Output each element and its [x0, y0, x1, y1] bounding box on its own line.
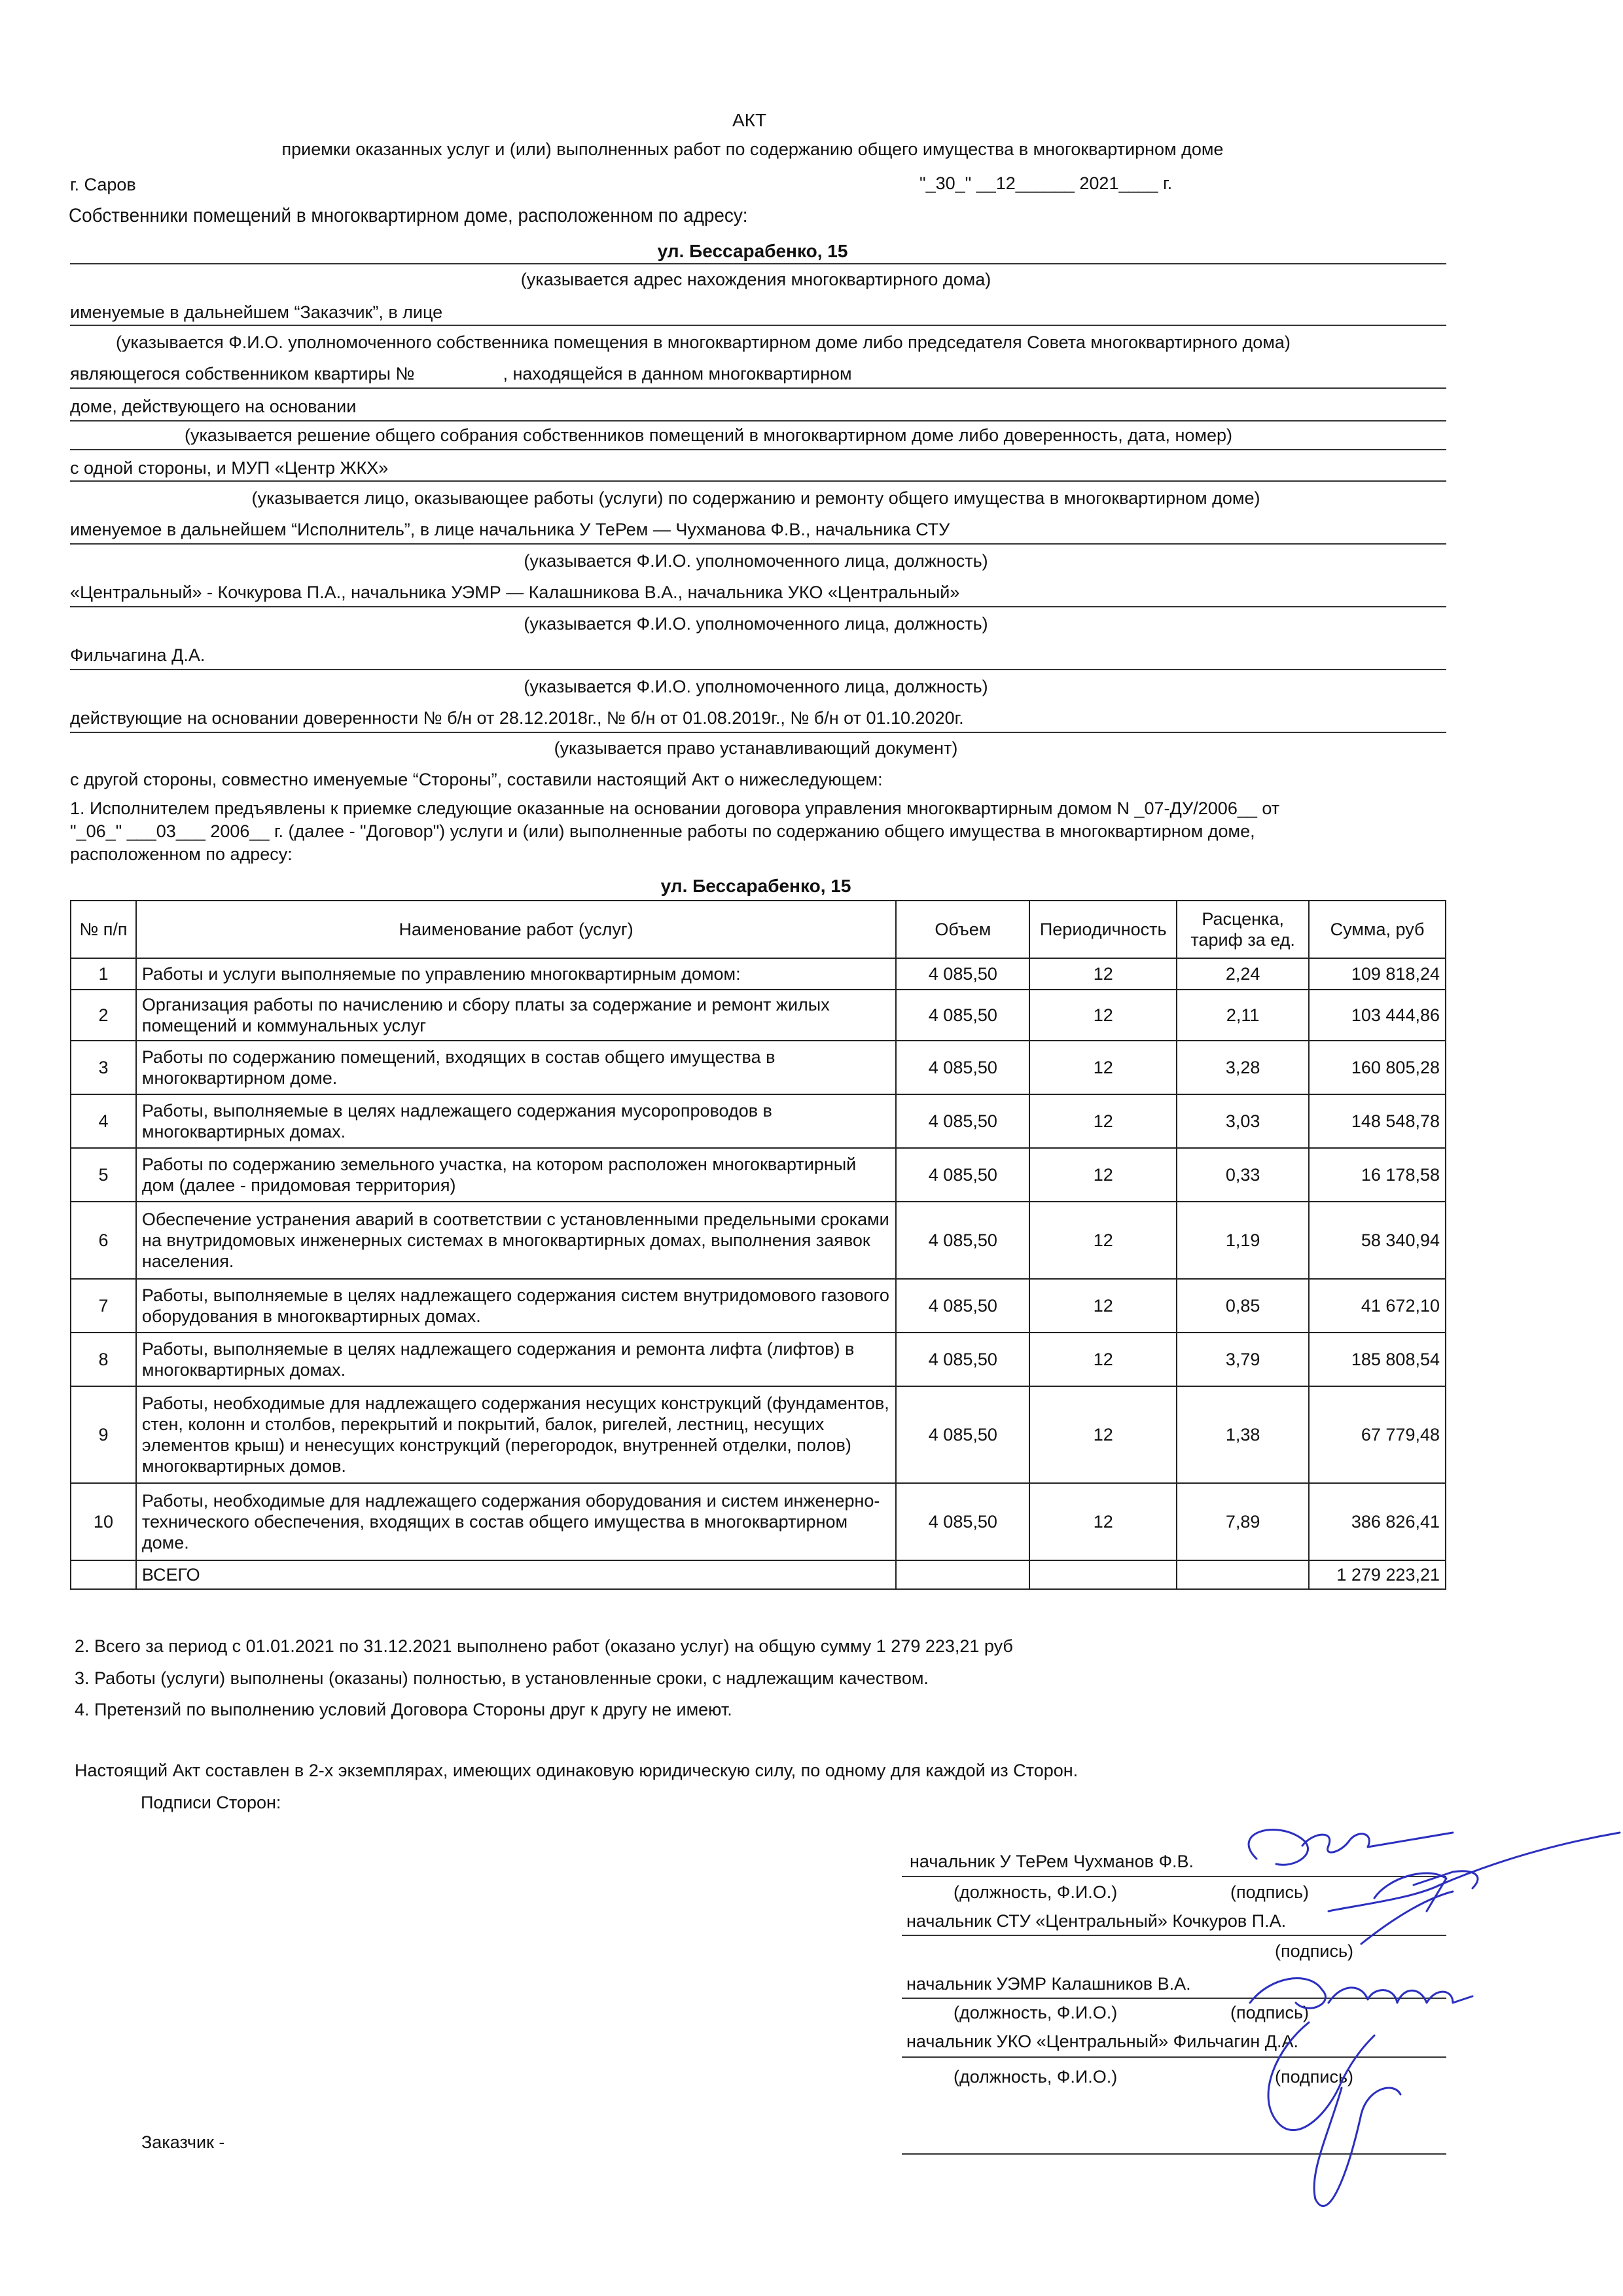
p1-line3: расположенном по адресу: — [70, 844, 293, 864]
row-number: 6 — [71, 1202, 136, 1279]
underline — [70, 387, 1446, 389]
table-header-row — [71, 901, 1446, 958]
row-work-name: Работы и услуги выполняемые по управлению многоквартирным домом: — [136, 958, 897, 990]
row-rate: 0,85 — [1177, 1279, 1309, 1333]
works-table — [70, 900, 1446, 1590]
city: г. Саров — [70, 175, 136, 194]
row-number: 3 — [71, 1041, 136, 1094]
table-row — [71, 1202, 1446, 1279]
row-rate: 0,33 — [1177, 1148, 1309, 1202]
customer-hint: (указывается Ф.И.О. уполномоченного собственника помещения в многоквартирном доме либо председателя Совета многоквартирного дома) — [116, 332, 1291, 352]
contractor-hint: (указывается лицо, оказывающее работы (услуги) по содержанию и ремонту общего имущества в многоквартирном доме) — [251, 488, 1260, 508]
row-volume: 4 085,50 — [896, 1202, 1029, 1279]
total-empty-cell — [1177, 1560, 1309, 1589]
owner-apartment: являющегося собственником квартиры № , находящейся в данном многоквартирном — [70, 364, 852, 384]
row-work-name: Работы, необходимые для надлежащего содержания оборудования и систем инженерно-технического обеспечения, входящих в состав общего имущества в многоквартирном доме. — [136, 1483, 897, 1560]
row-number: 9 — [71, 1386, 136, 1483]
underline — [70, 420, 1446, 422]
table-row — [71, 990, 1446, 1041]
underline — [70, 669, 1446, 670]
row-number: 10 — [71, 1483, 136, 1560]
row-volume: 4 085,50 — [896, 1148, 1029, 1202]
row-work-name: Организация работы по начислению и сбору платы за содержание и ремонт жилых помещений и коммунальных услуг — [136, 990, 897, 1041]
signer-4-hint-position: (должность, Ф.И.О.) — [954, 2067, 1118, 2087]
power-of-attorney: действующие на основании доверенности № б/н от 28.12.2018г., № б/н от 01.08.2019г., № б/н от 01.10.2020г. — [70, 708, 964, 728]
row-sum: 185 808,54 — [1309, 1333, 1446, 1386]
row-rate: 1,38 — [1177, 1386, 1309, 1483]
row-rate: 7,89 — [1177, 1483, 1309, 1560]
row-rate: 2,11 — [1177, 990, 1309, 1041]
signer-1-hint-position: (должность, Ф.И.О.) — [954, 1882, 1118, 1902]
row-rate: 3,28 — [1177, 1041, 1309, 1094]
table-row — [71, 1148, 1446, 1202]
table-total-row — [71, 1560, 1446, 1589]
person-hint-1: (указывается Ф.И.О. уполномоченного лица, должность) — [524, 551, 988, 571]
total-sum: 1 279 223,21 — [1309, 1560, 1446, 1589]
row-volume: 4 085,50 — [896, 1483, 1029, 1560]
row-number: 4 — [71, 1094, 136, 1148]
row-number: 7 — [71, 1279, 136, 1333]
table-address: ул. Бессарабенко, 15 — [660, 876, 851, 896]
row-rate: 3,03 — [1177, 1094, 1309, 1148]
col-header-rate: Расценка, тариф за ед. — [1177, 901, 1309, 958]
row-period: 12 — [1029, 1202, 1177, 1279]
row-period: 12 — [1029, 958, 1177, 990]
table-row — [71, 1279, 1446, 1333]
total-empty-cell — [71, 1560, 136, 1589]
underline — [70, 480, 1446, 482]
row-sum: 58 340,94 — [1309, 1202, 1446, 1279]
row-sum: 103 444,86 — [1309, 990, 1446, 1041]
row-volume: 4 085,50 — [896, 1386, 1029, 1483]
row-number: 2 — [71, 990, 136, 1041]
executor-line-3: Фильчагина Д.А. — [70, 645, 205, 665]
row-number: 8 — [71, 1333, 136, 1386]
row-work-name: Работы, выполняемые в целях надлежащего содержания и ремонта лифта (лифтов) в многоквартирных домах. — [136, 1333, 897, 1386]
row-work-name: Обеспечение устранения аварий в соответствии с установленными предельными сроками на внутридомовых инженерных системах в многоквартирных домах, выполнения заявок населения. — [136, 1202, 897, 1279]
row-work-name: Работы, выполняемые в целях надлежащего содержания систем внутридомового газового оборудования в многоквартирных домах. — [136, 1279, 897, 1333]
row-volume: 4 085,50 — [896, 1041, 1029, 1094]
signer-1-hint-signature: (подпись) — [1230, 1882, 1310, 1902]
row-rate: 2,24 — [1177, 958, 1309, 990]
paragraph-4: 4. Претензий по выполнению условий Договора Стороны друг к другу не имеют. — [75, 1700, 732, 1719]
p1-line1: 1. Исполнителем предъявлены к приемке следующие оказанные на основании договора управления многоквартирным домом N _07-ДУ/2006__ от — [70, 798, 1280, 818]
row-sum: 148 548,78 — [1309, 1094, 1446, 1148]
total-empty-cell — [896, 1560, 1029, 1589]
signer-3-hint-position: (должность, Ф.И.О.) — [954, 2003, 1118, 2022]
act-title: АКТ — [732, 110, 767, 130]
owners-line: Собственники помещений в многоквартирном доме, расположенном по адресу: — [69, 205, 748, 226]
row-volume: 4 085,50 — [896, 1333, 1029, 1386]
row-period: 12 — [1029, 1094, 1177, 1148]
act-subtitle: приемки оказанных услуг и (или) выполненных работ по содержанию общего имущества в многоквартирном доме — [281, 139, 1224, 159]
row-period: 12 — [1029, 1386, 1177, 1483]
col-header-number: № п/п — [71, 901, 136, 958]
row-volume: 4 085,50 — [896, 1279, 1029, 1333]
signer-3: начальник УЭМР Калашников В.А. — [906, 1974, 1191, 1994]
col-header-period: Периодичность — [1029, 901, 1177, 958]
underline — [70, 732, 1446, 733]
underline — [70, 543, 1446, 545]
row-period: 12 — [1029, 1279, 1177, 1333]
underline — [70, 263, 1446, 264]
handwritten-signatures — [1178, 1806, 1623, 2225]
signer-2-hint-signature: (подпись) — [1275, 1941, 1354, 1961]
table-row — [71, 958, 1446, 990]
table-row — [71, 1386, 1446, 1483]
table-row — [71, 1333, 1446, 1386]
row-sum: 16 178,58 — [1309, 1148, 1446, 1202]
address: ул. Бессарабенко, 15 — [657, 241, 848, 261]
person-hint-3: (указывается Ф.И.О. уполномоченного лица, должность) — [524, 677, 988, 696]
address-hint: (указывается адрес нахождения многоквартирного дома) — [520, 270, 991, 289]
underline — [70, 325, 1446, 326]
person-hint-2: (указывается Ф.И.О. уполномоченного лица, должность) — [524, 614, 988, 634]
signer-2: начальник СТУ «Центральный» Кочкуров П.А. — [906, 1911, 1287, 1931]
executor-line: именуемое в дальнейшем “Исполнитель”, в лице начальника У ТеРем — Чухманова Ф.В., начальника СТУ — [70, 520, 950, 539]
total-empty-cell — [1029, 1560, 1177, 1589]
row-period: 12 — [1029, 990, 1177, 1041]
row-volume: 4 085,50 — [896, 958, 1029, 990]
row-period: 12 — [1029, 1333, 1177, 1386]
col-header-name: Наименование работ (услуг) — [136, 901, 897, 958]
signer-1: начальник У ТеРем Чухманов Ф.В. — [910, 1852, 1194, 1871]
underline — [70, 449, 1446, 450]
paragraph-3: 3. Работы (услуги) выполнены (оказаны) полностью, в установленные сроки, с надлежащим качеством. — [75, 1668, 929, 1688]
row-rate: 1,19 — [1177, 1202, 1309, 1279]
row-sum: 386 826,41 — [1309, 1483, 1446, 1560]
other-side: с другой стороны, совместно именуемые “Стороны”, составили настоящий Акт о нижеследующем: — [70, 770, 883, 789]
row-period: 12 — [1029, 1148, 1177, 1202]
row-period: 12 — [1029, 1483, 1177, 1560]
table-row — [71, 1094, 1446, 1148]
row-sum: 160 805,28 — [1309, 1041, 1446, 1094]
row-sum: 41 672,10 — [1309, 1279, 1446, 1333]
row-work-name: Работы, необходимые для надлежащего содержания несущих конструкций (фундаментов, стен, колонн и столбов, перекрытий и покрытий, балок, ригелей, лестниц, несущих элементов крыш) и ненесущих конструкций (перегородок, внутренней отделки, полов) многоквартирных домов. — [136, 1386, 897, 1483]
basis-hint: (указывается решение общего собрания собственников помещений в многоквартирном доме либо доверенность, дата, номер) — [185, 425, 1233, 445]
row-sum: 109 818,24 — [1309, 958, 1446, 990]
act-date: "_30_" __12______ 2021____ г. — [919, 173, 1173, 193]
row-work-name: Работы по содержанию земельного участка, на котором расположен многоквартирный дом (далее - придомовая территория) — [136, 1148, 897, 1202]
col-header-sum: Сумма, руб — [1309, 901, 1446, 958]
copies-note: Настоящий Акт составлен в 2-х экземплярах, имеющих одинаковую юридическую силу, по одному для каждой из Сторон. — [75, 1761, 1079, 1780]
row-work-name: Работы, выполняемые в целях надлежащего содержания мусоропроводов в многоквартирных домах. — [136, 1094, 897, 1148]
basis-line: доме, действующего на основании — [70, 397, 357, 416]
executor-line-2: «Центральный» - Кочкурова П.А., начальника УЭМР — Калашникова В.А., начальника УКО «Центральный» — [70, 583, 960, 602]
row-period: 12 — [1029, 1041, 1177, 1094]
col-header-volume: Объем — [896, 901, 1029, 958]
customer-line: именуемые в дальнейшем “Заказчик”, в лице — [70, 302, 443, 322]
paragraph-2: 2. Всего за период с 01.01.2021 по 31.12.2021 выполнено работ (оказано услуг) на общую сумму 1 279 223,21 руб — [75, 1636, 1013, 1656]
p1-line2: "_06_" ___03___ 2006__ г. (далее - "Договор") услуги и (или) выполненные работы по содержанию общего имущества в многоквартирном доме, — [70, 821, 1255, 841]
signatures-label: Подписи Сторон: — [141, 1793, 281, 1812]
row-rate: 3,79 — [1177, 1333, 1309, 1386]
row-volume: 4 085,50 — [896, 1094, 1029, 1148]
power-hint: (указывается право устанавливающий документ) — [554, 738, 958, 758]
table-row — [71, 1041, 1446, 1094]
row-volume: 4 085,50 — [896, 990, 1029, 1041]
one-side: с одной стороны, и МУП «Центр ЖКХ» — [70, 458, 389, 478]
underline — [70, 606, 1446, 607]
total-label: ВСЕГО — [136, 1560, 897, 1589]
row-number: 1 — [71, 958, 136, 990]
row-number: 5 — [71, 1148, 136, 1202]
signer-4: начальник УКО «Центральный» Фильчагин Д.А. — [906, 2032, 1299, 2051]
signer-4-hint-signature: (подпись) — [1275, 2067, 1354, 2087]
row-work-name: Работы по содержанию помещений, входящих в состав общего имущества в многоквартирном доме. — [136, 1041, 897, 1094]
customer-signature-label: Заказчик - — [141, 2132, 225, 2152]
signer-3-hint-signature: (подпись) — [1230, 2003, 1310, 2022]
row-sum: 67 779,48 — [1309, 1386, 1446, 1483]
table-row — [71, 1483, 1446, 1560]
